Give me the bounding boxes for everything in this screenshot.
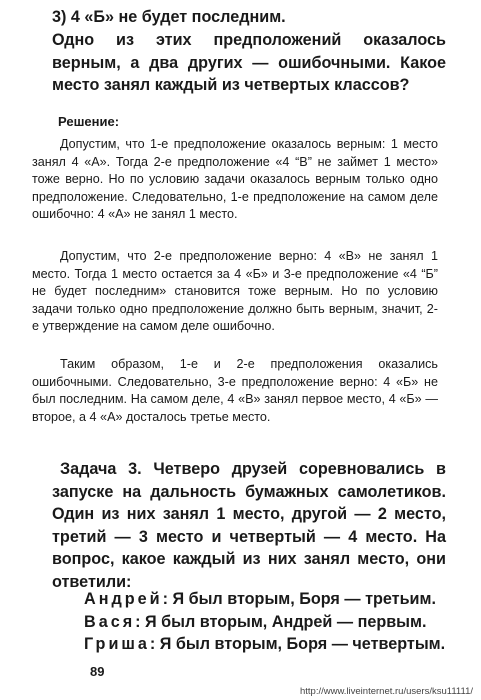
task-3-label: Задача 3. [60,460,142,478]
answer-andrey [84,588,446,611]
assumption-3: 3) 4 «Б» не будет последним. [52,8,286,26]
watermark-url: http://www.liveinternet.ru/users/ksu11111/ [299,686,473,697]
answer-text: : Я был вторым, Андрей — первым. [135,612,427,631]
answer-name: Гриша [84,635,150,653]
answer-vasya [84,611,446,634]
task-3-text: Четверо друзей соревновались в запуске на дальность бумажных самолетиков. Один из них занял 1 место, другой — 2 место, третий — 3 место и четвертый — 4 место. На вопрос, какое каждый из них занял место, они ответили: [52,460,446,591]
solution-paragraph-3: Таким образом, 1-е и 2-е предположения оказались ошибочными. Следовательно, 3-е предположение верно: 4 «Б» не был последним. На самом деле, 4 «В» занял первое место, 4 «Б» — второе, а 4 «А» досталось третье место. [32,357,438,424]
solution-paragraph-1: Допустим, что 1-е предположение оказалось верным: 1 место занял 4 «А». Тогда 2-е предположение «4 “В” не займет 1 место» тоже верно. Но по условию задачи оказалось верным только одно предположение. Следовательно, 1-е предположение на самом деле ошибочно: 4 «А» не занял 1 место. [32,137,438,221]
solution-paragraph-2: Допустим, что 2-е предположение верно: 4 «В» не занял 1 место. Тогда 1 место остается за 4 «Б» и 3-е предположение «4 “Б” не будет последним» становится тоже верным. Но по условию задачи только одно предположение должно быть верным, значит, 2-е утверждение на самом деле ошибочно. [32,249,438,333]
task-3-statement [52,458,446,593]
answer-name: Вася [84,612,136,631]
answer-grisha [84,633,446,656]
question-text: Одно из этих предположений оказалось верным, а два других — ошибочными. Какое место занял каждый из четвертых классов? [52,31,446,94]
answer-name: Андрей [84,590,163,608]
answers-list [84,588,446,656]
answer-text: : Я был вторым, Боря — четвертым. [149,635,446,653]
page-number: 89 [90,664,105,679]
answer-text: : Я был вторым, Боря — третьим. [162,590,436,608]
solution-heading: Решение: [58,114,120,129]
